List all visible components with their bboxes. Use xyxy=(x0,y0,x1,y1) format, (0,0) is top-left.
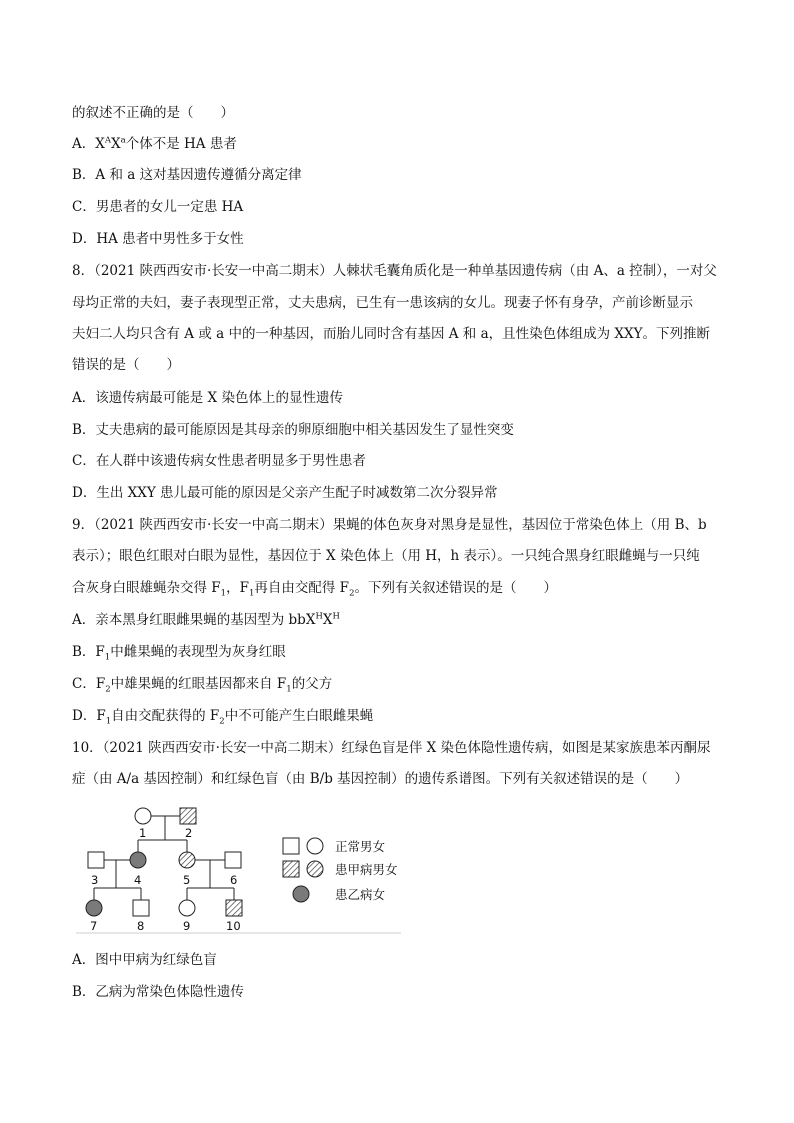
individual-3 xyxy=(88,852,104,868)
individual-8 xyxy=(133,900,149,916)
q7-option-a: A．$X^AX^a$个体不是 HA 患者 xyxy=(72,135,237,152)
individual-6 xyxy=(225,852,241,868)
label-7: 7 xyxy=(90,919,98,933)
q8-stem-line3: 夫妇二人均只含有 A 或 a 中的一种基因，而胎儿同时含有基因 A 和 a，且性染色体组成为 XXY。下列推断 xyxy=(72,326,711,342)
q9-stem-line2: 表示）；眼色红眼对白眼为显性，基因位于 X 染色体上（用 H，h 表示）。一只纯合黑身红眼雌蝇与一只纯 xyxy=(72,548,700,564)
q10-option-b: B．乙病为常染色体隐性遗传 xyxy=(72,984,244,1000)
individual-2 xyxy=(180,808,196,824)
label-2: 2 xyxy=(185,826,193,840)
label-10: 10 xyxy=(226,919,241,933)
q8-option-b: B．丈夫患病的最可能原因是其母亲的卵原细胞中相关基因发生了显性突变 xyxy=(72,422,514,438)
individual-10 xyxy=(226,900,242,916)
label-4: 4 xyxy=(134,873,142,887)
q10-stem-line2: 症（由 A/a 基因控制）和红绿色盲（由 B/b 基因控制）的遗传系谱图。下列有关叙述错误的是（ ） xyxy=(72,771,689,787)
q7-option-b: B．A 和 a 这对基因遗传遵循分离定律 xyxy=(72,167,302,183)
q7-option-c: C．男患者的女儿一定患 HA xyxy=(72,199,244,215)
label-5: 5 xyxy=(183,873,191,887)
legend-jia-female-icon xyxy=(307,861,323,877)
pedigree-chart xyxy=(76,800,406,935)
q9-option-a: A．亲本黑身红眼雌果蝇的基因型为 $bbX^HX^H$ xyxy=(72,611,340,628)
individual-4 xyxy=(130,852,146,868)
q8-stem-line2: 母均正常的夫妇，妻子表现型正常，丈夫患病，已生有一患该病的女儿。现妻子怀有身孕，产前诊断显示 xyxy=(72,295,693,311)
q9-stem-line3: 合灰身白眼雄蝇杂交得 $F_1$，$F_1$再自由交配得 $F_2$。下列有关叙述错误的是（ ） xyxy=(72,580,557,599)
label-9: 9 xyxy=(183,919,191,933)
q10-option-a: A．图中甲病为红绿色盲 xyxy=(72,952,217,968)
individual-5 xyxy=(179,852,195,868)
q9-stem-line1: 9．（2021 陕西西安市·长安一中高二期末）果蝇的体色灰身对黑身是显性，基因位于常染色体上（用 B、b xyxy=(72,517,707,533)
q10-stem-line1: 10．（2021 陕西西安市·长安一中高二期末）红绿色盲是伴 X 染色体隐性遗传病，如图是某家族患苯丙酮尿 xyxy=(72,740,711,756)
individual-7 xyxy=(86,900,102,916)
q9-option-b: B．$F_1$中雌果蝇的表现型为灰身红眼 xyxy=(72,644,286,663)
label-1: 1 xyxy=(139,826,147,840)
q7-stem-tail: 的叙述不正确的是（ ） xyxy=(72,105,234,121)
legend-jia-label: 患甲病男女 xyxy=(335,862,398,877)
q8-stem-line4: 错误的是（ ） xyxy=(72,357,180,373)
individual-9 xyxy=(179,900,195,916)
q8-option-c: C．在人群中该遗传病女性患者明显多于男性患者 xyxy=(72,453,366,469)
legend-normal-label: 正常男女 xyxy=(335,839,386,854)
legend-jia-male-icon xyxy=(283,861,299,877)
legend-normal-male-icon xyxy=(283,838,299,854)
legend-yi-label: 患乙病女 xyxy=(335,887,386,902)
individual-1 xyxy=(135,808,151,824)
label-3: 3 xyxy=(91,873,99,887)
q9-option-c: C．$F_2$中雄果蝇的红眼基因都来自 $F_1$的父方 xyxy=(72,676,333,695)
legend-normal-female-icon xyxy=(307,838,323,854)
legend-yi-female-icon xyxy=(293,886,309,902)
q8-stem-line1: 8．（2021 陕西西安市·长安一中高二期末）人棘状毛囊角质化是一种单基因遗传病（由 A、a 控制），一对父 xyxy=(72,263,717,279)
q8-option-a: A．该遗传病最可能是 X 染色体上的显性遗传 xyxy=(72,390,343,406)
q7-option-d: D．HA 患者中男性多于女性 xyxy=(72,231,244,247)
q8-option-d: D．生出 XXY 患儿最可能的原因是父亲产生配子时减数第二次分裂异常 xyxy=(72,485,498,501)
q9-option-d: D．$F_1$自由交配获得的 $F_2$中不可能产生白眼雌果蝇 xyxy=(72,708,374,727)
label-6: 6 xyxy=(230,873,238,887)
label-8: 8 xyxy=(137,919,145,933)
